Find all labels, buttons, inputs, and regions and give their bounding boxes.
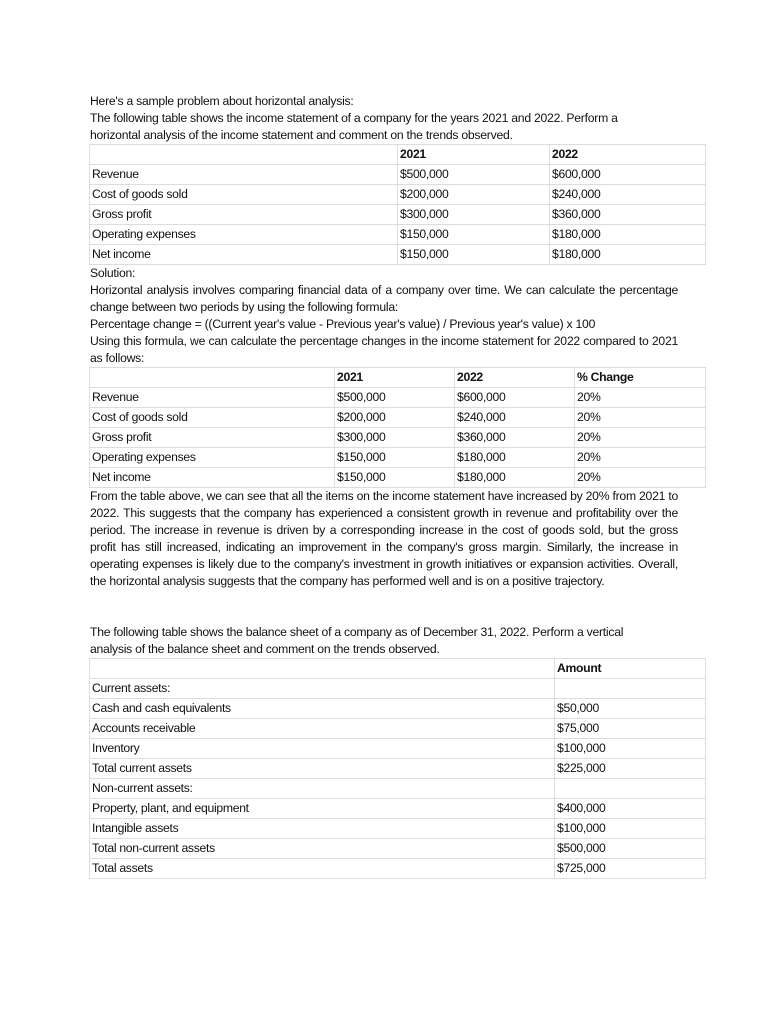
row-label: Net income — [90, 245, 398, 265]
header-cell — [90, 659, 555, 679]
row-label: Operating expenses — [90, 225, 398, 245]
cell-amount: $50,000 — [555, 699, 706, 719]
using-formula-paragraph: Using this formula, we can calculate the percentage changes in the income statement for 2022 compared to 2021 as follows: — [90, 334, 678, 365]
cell-2021: $150,000 — [335, 468, 455, 488]
cell-2022: $240,000 — [550, 185, 706, 205]
table-row — [90, 799, 706, 819]
table-row — [90, 165, 706, 185]
cell-2022: $600,000 — [550, 165, 706, 185]
table-row — [90, 739, 706, 759]
table-header-row — [90, 145, 706, 165]
table-header-row — [90, 659, 706, 679]
header-cell-2022: 2022 — [550, 145, 706, 165]
table-row — [90, 759, 706, 779]
row-label: Property, plant, and equipment — [90, 799, 555, 819]
cell-change: 20% — [575, 468, 706, 488]
table-row — [90, 699, 706, 719]
cell-2021: $150,000 — [398, 245, 550, 265]
cell-change: 20% — [575, 408, 706, 428]
cell-2022: $600,000 — [455, 388, 575, 408]
cell-amount — [555, 679, 706, 699]
cell-2021: $500,000 — [335, 388, 455, 408]
header-cell — [90, 368, 335, 388]
row-label: Cost of goods sold — [90, 408, 335, 428]
header-cell — [90, 145, 398, 165]
cell-2022: $180,000 — [550, 225, 706, 245]
cell-2021: $200,000 — [335, 408, 455, 428]
cell-2022: $360,000 — [455, 428, 575, 448]
table-row — [90, 779, 706, 799]
problem-line: horizontal analysis of the income statement and comment on the trends observed. — [90, 128, 513, 142]
row-label: Cost of goods sold — [90, 185, 398, 205]
section-spacer — [90, 590, 678, 624]
solution-paragraph: Horizontal analysis involves comparing financial data of a company over time. We can calculate the percentage change between two periods by using the following formula: — [90, 283, 678, 314]
cell-2022: $360,000 — [550, 205, 706, 225]
row-label: Total assets — [90, 859, 555, 879]
table-row — [90, 468, 706, 488]
cell-change: 20% — [575, 388, 706, 408]
document-page — [90, 93, 678, 879]
cell-amount — [555, 779, 706, 799]
income-statement-table — [89, 144, 706, 265]
problem-line: The following table shows the balance sheet of a company as of December 31, 2022. Perform a vertical — [90, 625, 624, 639]
cell-amount: $400,000 — [555, 799, 706, 819]
header-cell-2021: 2021 — [335, 368, 455, 388]
row-label: Total non-current assets — [90, 839, 555, 859]
row-label: Accounts receivable — [90, 719, 555, 739]
problem-line: analysis of the balance sheet and comment on the trends observed. — [90, 642, 440, 656]
cell-2021: $150,000 — [398, 225, 550, 245]
conclusion-paragraph: From the table above, we can see that all the items on the income statement have increased by 20% from 2021 to 2022. This suggests that the company has experienced a consistent growth in revenue and profitability over the period. The increase in revenue is driven by a corresponding increase in the cost of goods sold, but the gross profit has still increased, indicating an improvement in the company's gross margin. Similarly, the increase in operating expenses is likely due to the company's investment in growth initiatives or expansion activities. Overall, the horizontal analysis suggests that the company has performed well and is on a positive trajectory. — [90, 489, 678, 588]
table-row — [90, 388, 706, 408]
intro-line: Here's a sample problem about horizontal analysis: — [90, 94, 354, 108]
percentage-change-table — [89, 367, 706, 488]
cell-amount: $100,000 — [555, 739, 706, 759]
cell-change: 20% — [575, 448, 706, 468]
row-label: Current assets: — [90, 679, 555, 699]
row-label: Non-current assets: — [90, 779, 555, 799]
row-label: Operating expenses — [90, 448, 335, 468]
cell-2022: $180,000 — [455, 448, 575, 468]
table-header-row — [90, 368, 706, 388]
cell-2021: $500,000 — [398, 165, 550, 185]
table-row — [90, 205, 706, 225]
header-cell-2021: 2021 — [398, 145, 550, 165]
cell-2021: $300,000 — [398, 205, 550, 225]
cell-2021: $300,000 — [335, 428, 455, 448]
cell-2021: $150,000 — [335, 448, 455, 468]
cell-amount: $100,000 — [555, 819, 706, 839]
table-row — [90, 245, 706, 265]
table-row — [90, 185, 706, 205]
header-cell-2022: 2022 — [455, 368, 575, 388]
cell-2021: $200,000 — [398, 185, 550, 205]
table-row — [90, 679, 706, 699]
cell-2022: $240,000 — [455, 408, 575, 428]
balance-sheet-table — [89, 658, 706, 879]
row-label: Revenue — [90, 165, 398, 185]
table-row — [90, 819, 706, 839]
table-row — [90, 719, 706, 739]
row-label: Gross profit — [90, 428, 335, 448]
cell-amount: $225,000 — [555, 759, 706, 779]
cell-2022: $180,000 — [550, 245, 706, 265]
cell-amount: $500,000 — [555, 839, 706, 859]
solution-label: Solution: — [90, 266, 136, 280]
table-row — [90, 859, 706, 879]
row-label: Cash and cash equivalents — [90, 699, 555, 719]
table-row — [90, 225, 706, 245]
cell-change: 20% — [575, 428, 706, 448]
formula-line: Percentage change = ((Current year's value - Previous year's value) / Previous year's value) x 100 — [90, 317, 596, 331]
cell-2022: $180,000 — [455, 468, 575, 488]
table-row — [90, 839, 706, 859]
header-cell-change: % Change — [575, 368, 706, 388]
table-row — [90, 408, 706, 428]
row-label: Inventory — [90, 739, 555, 759]
row-label: Net income — [90, 468, 335, 488]
table-row — [90, 428, 706, 448]
header-cell-amount: Amount — [555, 659, 706, 679]
row-label: Gross profit — [90, 205, 398, 225]
table-row — [90, 448, 706, 468]
row-label: Revenue — [90, 388, 335, 408]
row-label: Intangible assets — [90, 819, 555, 839]
cell-amount: $725,000 — [555, 859, 706, 879]
cell-amount: $75,000 — [555, 719, 706, 739]
problem-line: The following table shows the income statement of a company for the years 2021 and 2022. Perform a — [90, 111, 618, 125]
row-label: Total current assets — [90, 759, 555, 779]
